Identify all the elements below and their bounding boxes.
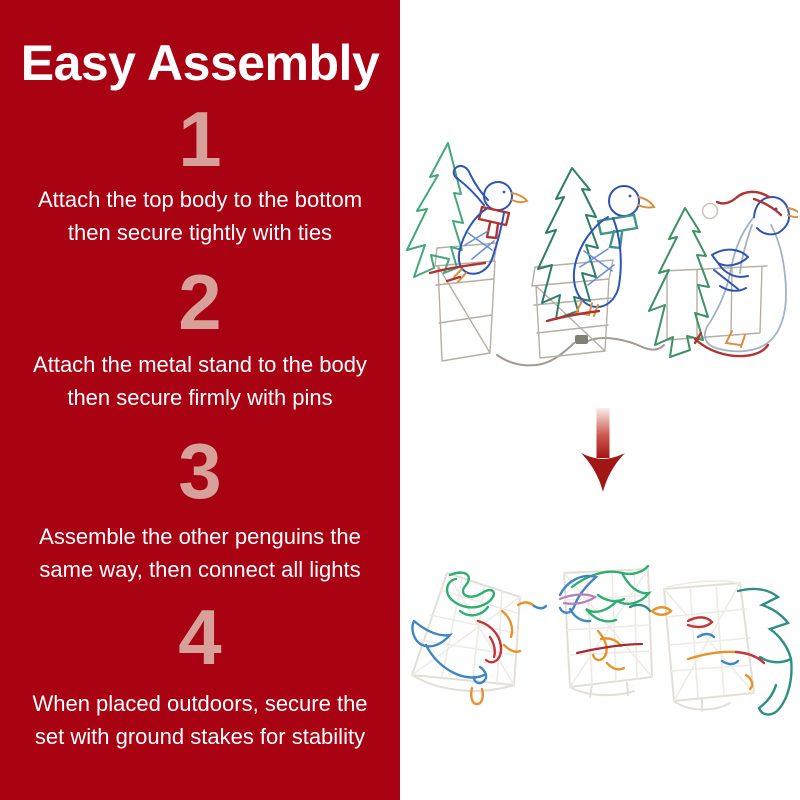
step-2-description <box>0 348 400 414</box>
penguin-group-1 <box>407 143 527 361</box>
cord-plug <box>575 335 588 344</box>
step-3-description <box>0 520 400 586</box>
unassembled-frames-image <box>402 545 798 745</box>
step-2-line-1: Attach the metal stand to the body <box>33 352 367 377</box>
down-arrow-icon <box>556 402 650 498</box>
flat-frame-3 <box>652 581 792 715</box>
step-1-line-2: then secure tightly with ties <box>67 220 333 245</box>
step-4-line-1: When placed outdoors, secure the <box>32 691 368 716</box>
flat-frame-1 <box>412 573 546 704</box>
step-2-line-2: then secure firmly with pins <box>67 385 333 410</box>
step-1-line-1: Attach the top body to the bottom <box>37 187 363 212</box>
penguin-group-2 <box>532 168 654 358</box>
assembled-penguins-image <box>402 105 798 395</box>
step-2-number: 2 <box>178 258 222 346</box>
step-4 <box>0 593 400 753</box>
step-4-number: 4 <box>178 593 222 681</box>
step-1 <box>0 95 400 249</box>
step-3-number: 3 <box>178 427 222 515</box>
step-3-line-1: Assemble the other penguins the <box>39 524 361 549</box>
step-4-description <box>0 687 400 753</box>
penguin-group-3 <box>649 192 798 357</box>
step-1-description <box>0 183 400 249</box>
step-4-line-2: set with ground stakes for stability <box>34 724 366 749</box>
step-3-line-2: same way, then connect all lights <box>39 557 361 582</box>
step-1-number: 1 <box>178 95 222 183</box>
step-3 <box>0 427 400 586</box>
page-title: Easy Assembly <box>20 35 380 91</box>
flat-frame-2 <box>560 566 652 697</box>
step-2 <box>0 258 400 414</box>
